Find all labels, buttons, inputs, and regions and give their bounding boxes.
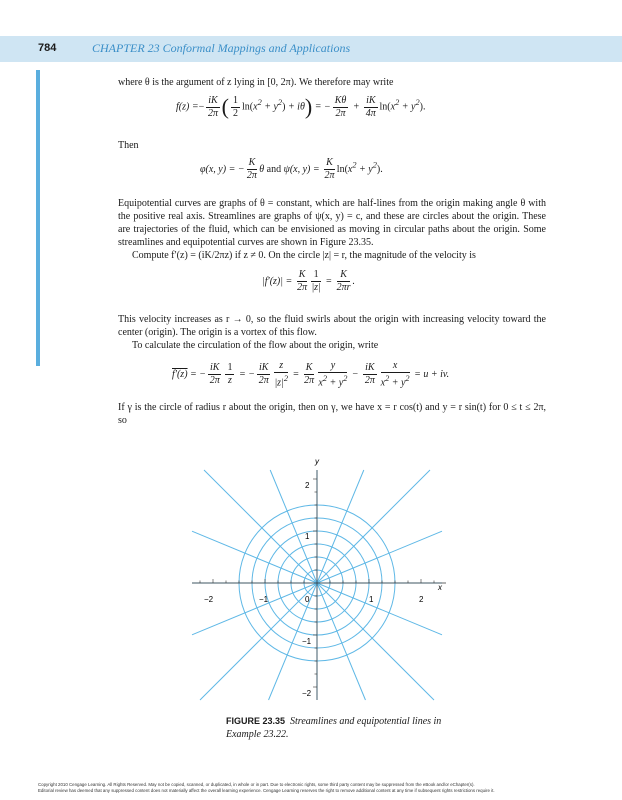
x-axis-label: x [438,583,442,592]
figure-caption-text: Streamlines and equipotential lines in Example 23.22. [226,716,442,740]
paragraph-circulation: To calculate the circulation of the flow about the origin, write [132,340,379,351]
equation-velocity: |f′(z)| = $\frac{K}{2\pi}$ $\frac{1}{|z|}$ = $\frac{K}{2\pi r}$ . [262,269,355,293]
y-tick-label: −2 [302,689,312,698]
x-tick-label: 2 [419,595,424,604]
equipotential-ray [204,470,317,583]
paragraph-vortex: This velocity increases as r → 0, so the fluid swirls about the origin with increasing velocity toward the center (origin). The origin is a vortex of this flow. [118,314,546,339]
paragraph-equipotential: Equipotential curves are graphs of θ = constant, which are half-lines from the origin making angle θ with the positive real axis. Streamlines are graphs of ψ(x, y) = c, and these are circles about the origin. These are trajectories of the fluid, which can be envisioned as moving in circular paths about the origin. Some streamlines and equipotential curves are shown in Figure 23.35. [118,198,546,249]
page-number: 784 [38,42,57,54]
equation-conjugate: f′(z) = − $\frac{iK}{2\pi}$ $\frac{1}{z}$ = − $\frac{iK}{2\pi}$ $\frac{z}{|z|^2}$ = $\frac{K}{2\pi}$ $\frac{y}{x^2 + y^2}$ − $\frac{iK}{2\pi}$ $\frac{x}{x^2 + y^2}$ = u + iv. [172,360,450,389]
margin-bar [36,70,40,366]
footer-line-1: Copyright 2010 Cengage Learning. All Rights Reserved. May not be copied, scanned, or duplicated, in whole or in part. Due to electronic rights, some third party content may be suppressed from the eBook and/or eChapter(s). [38,782,475,787]
copyright-footer [38,782,495,794]
figure-label: FIGURE 23.35 [226,716,286,726]
y-tick-label: 2 [305,481,310,490]
paragraph-compute: Compute f′(z) = (iK/2πz) if z ≠ 0. On the circle |z| = r, the magnitude of the velocity is [132,250,476,261]
equation-f: f(z) =− $\frac{iK}{2\pi}$ ( $\frac{1}{2}$ $\ln(x^2 + y^2) + i\theta$) = − $\frac{K\theta}{2\pi}$ + $\frac{iK}{4\pi}$ $\ln(x^2 + y^2)$. [176,94,426,119]
equation-phi-psi: φ(x, y) = − $\frac{K}{2\pi}$ θ and ψ(x, y) = $\frac{K}{2\pi}$ $\ln(x^2 + y^2)$. [200,157,383,181]
equipotential-ray [317,583,434,700]
x-tick-label: 0 [305,595,310,604]
y-tick-label: −1 [302,637,312,646]
paragraph-gamma: If γ is the circle of radius r about the origin, then on γ, we have x = r cos(t) and y = r sin(t) for 0 ≤ t ≤ 2π, so [118,402,546,427]
x-tick-label: −1 [259,595,269,604]
figure-caption [226,715,456,741]
footer-line-2: Editorial review has deemed that any suppressed content does not materially affect the overall learning experience. Cengage Learning reserves the right to remove additional content at any time if subsequent rights restrictions require it. [38,788,495,793]
chapter-title: CHAPTER 23 Conformal Mappings and Applications [92,41,351,55]
paragraph-intro: where θ is the argument of z lying in [0, 2π). We therefore may write [118,77,394,88]
x-tick-label: −2 [204,595,214,604]
paragraph-then: Then [118,140,139,151]
x-tick-label: 1 [369,595,374,604]
figure-plot [180,450,470,710]
equipotential-ray [317,470,430,583]
y-tick-label: 1 [305,532,310,541]
y-axis-label: y [315,457,319,466]
